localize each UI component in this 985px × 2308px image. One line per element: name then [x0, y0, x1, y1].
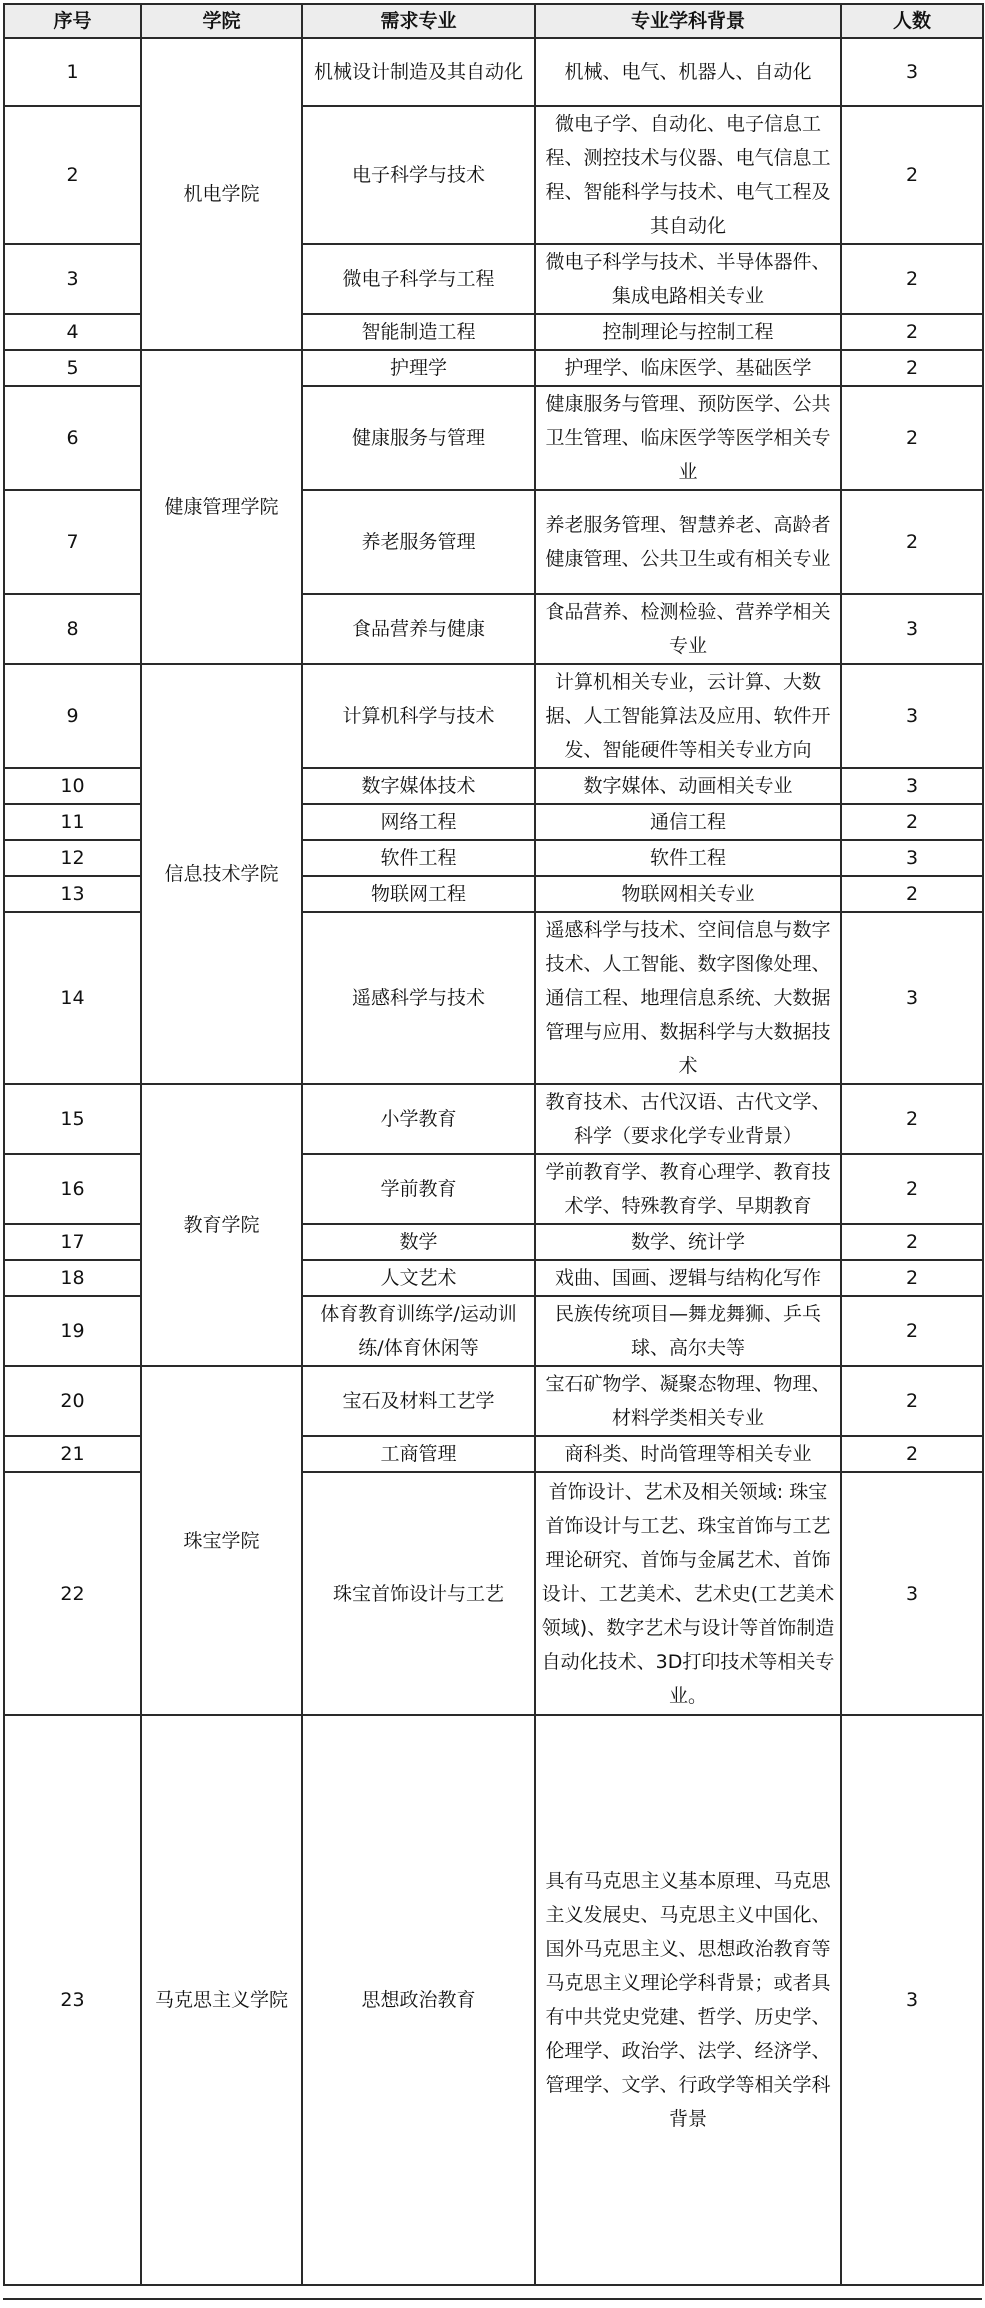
table-row	[4, 350, 983, 386]
cell-college: 信息技术学院	[141, 664, 302, 1084]
cell-major: 学前教育	[302, 1154, 535, 1224]
cell-major: 珠宝首饰设计与工艺	[302, 1472, 535, 1715]
cell-seq: 20	[4, 1366, 141, 1436]
cell-background: 软件工程	[535, 840, 841, 876]
cell-count: 2	[841, 314, 983, 350]
cell-seq: 12	[4, 840, 141, 876]
cell-count: 3	[841, 840, 983, 876]
cell-count: 2	[841, 1366, 983, 1436]
header-background: 专业学科背景	[535, 4, 841, 38]
cell-count: 2	[841, 106, 983, 244]
cell-major: 数学	[302, 1224, 535, 1260]
table-row	[4, 1366, 983, 1436]
cell-college: 珠宝学院	[141, 1366, 302, 1715]
cell-major: 思想政治教育	[302, 1715, 535, 2285]
cell-count: 2	[841, 350, 983, 386]
cell-major: 护理学	[302, 350, 535, 386]
cell-background: 戏曲、国画、逻辑与结构化写作	[535, 1260, 841, 1296]
cell-seq: 13	[4, 876, 141, 912]
cell-background: 物联网相关专业	[535, 876, 841, 912]
cell-count: 2	[841, 1224, 983, 1260]
cell-background: 健康服务与管理、预防医学、公共卫生管理、临床医学等医学相关专业	[535, 386, 841, 490]
cell-seq: 19	[4, 1296, 141, 1366]
header-college: 学院	[141, 4, 302, 38]
cell-major: 计算机科学与技术	[302, 664, 535, 768]
cell-major: 健康服务与管理	[302, 386, 535, 490]
cell-background: 数学、统计学	[535, 1224, 841, 1260]
table-row	[4, 1715, 983, 2285]
cell-seq: 11	[4, 804, 141, 840]
cell-seq: 10	[4, 768, 141, 804]
cell-count: 2	[841, 1436, 983, 1472]
cell-background: 首饰设计、艺术及相关领域: 珠宝首饰设计与工艺、珠宝首饰与工艺理论研究、首饰与金属艺术、首饰设计、工艺美术、艺术史(工艺美术领域)、数字艺术与设计等首饰制造自动化技术、3D打印技术等相关专业。	[535, 1472, 841, 1715]
table-body	[4, 38, 983, 2285]
cell-count: 3	[841, 768, 983, 804]
cell-seq: 8	[4, 594, 141, 664]
header-count: 人数	[841, 4, 983, 38]
cell-seq: 22	[4, 1472, 141, 1715]
cell-count: 2	[841, 1296, 983, 1366]
cell-major: 养老服务管理	[302, 490, 535, 594]
cell-seq: 4	[4, 314, 141, 350]
cell-major: 宝石及材料工艺学	[302, 1366, 535, 1436]
cell-seq: 3	[4, 244, 141, 314]
cell-background: 养老服务管理、智慧养老、高龄者健康管理、公共卫生或有相关专业	[535, 490, 841, 594]
cell-background: 民族传统项目—舞龙舞狮、乒乓球、高尔夫等	[535, 1296, 841, 1366]
cell-background: 遥感科学与技术、空间信息与数字技术、人工智能、数字图像处理、通信工程、地理信息系统、大数据管理与应用、数据科学与大数据技术	[535, 912, 841, 1084]
header-row	[4, 4, 983, 38]
cell-major: 电子科学与技术	[302, 106, 535, 244]
cell-major: 机械设计制造及其自动化	[302, 38, 535, 106]
cell-count: 3	[841, 1715, 983, 2285]
header-seq: 序号	[4, 4, 141, 38]
cell-count: 2	[841, 1260, 983, 1296]
cell-background: 商科类、时尚管理等相关专业	[535, 1436, 841, 1472]
cell-background: 计算机相关专业，云计算、大数据、人工智能算法及应用、软件开发、智能硬件等相关专业方向	[535, 664, 841, 768]
cell-count: 2	[841, 386, 983, 490]
cell-background: 食品营养、检测检验、营养学相关专业	[535, 594, 841, 664]
cell-count: 2	[841, 876, 983, 912]
table-bottom-rule	[3, 2298, 982, 2300]
cell-background: 微电子学、自动化、电子信息工程、测控技术与仪器、电气信息工程、智能科学与技术、电气工程及其自动化	[535, 106, 841, 244]
cell-seq: 6	[4, 386, 141, 490]
cell-college: 健康管理学院	[141, 350, 302, 664]
cell-background: 数字媒体、动画相关专业	[535, 768, 841, 804]
cell-seq: 7	[4, 490, 141, 594]
cell-count: 2	[841, 1154, 983, 1224]
table-row	[4, 1084, 983, 1154]
cell-major: 遥感科学与技术	[302, 912, 535, 1084]
cell-background: 学前教育学、教育心理学、教育技术学、特殊教育学、早期教育	[535, 1154, 841, 1224]
cell-seq: 23	[4, 1715, 141, 2285]
cell-college: 教育学院	[141, 1084, 302, 1366]
cell-seq: 9	[4, 664, 141, 768]
cell-count: 2	[841, 804, 983, 840]
cell-count: 2	[841, 490, 983, 594]
cell-count: 2	[841, 244, 983, 314]
cell-major: 微电子科学与工程	[302, 244, 535, 314]
cell-background: 宝石矿物学、凝聚态物理、物理、材料学类相关专业	[535, 1366, 841, 1436]
recruitment-table	[3, 3, 984, 2286]
cell-count: 3	[841, 594, 983, 664]
cell-major: 智能制造工程	[302, 314, 535, 350]
cell-count: 3	[841, 1472, 983, 1715]
cell-background: 具有马克思主义基本原理、马克思主义发展史、马克思主义中国化、国外马克思主义、思想政治教育等马克思主义理论学科背景；或者具有中共党史党建、哲学、历史学、伦理学、政治学、法学、经济学、管理学、文学、行政学等相关学科背景	[535, 1715, 841, 2285]
header-major: 需求专业	[302, 4, 535, 38]
cell-seq: 5	[4, 350, 141, 386]
cell-seq: 1	[4, 38, 141, 106]
cell-count: 3	[841, 664, 983, 768]
cell-major: 物联网工程	[302, 876, 535, 912]
cell-background: 控制理论与控制工程	[535, 314, 841, 350]
cell-seq: 21	[4, 1436, 141, 1472]
cell-major: 食品营养与健康	[302, 594, 535, 664]
cell-count: 3	[841, 38, 983, 106]
cell-seq: 17	[4, 1224, 141, 1260]
cell-college: 马克思主义学院	[141, 1715, 302, 2285]
cell-background: 护理学、临床医学、基础医学	[535, 350, 841, 386]
table-row	[4, 38, 983, 106]
cell-major: 软件工程	[302, 840, 535, 876]
cell-seq: 2	[4, 106, 141, 244]
cell-background: 通信工程	[535, 804, 841, 840]
cell-major: 数字媒体技术	[302, 768, 535, 804]
cell-major: 工商管理	[302, 1436, 535, 1472]
cell-major: 人文艺术	[302, 1260, 535, 1296]
cell-seq: 14	[4, 912, 141, 1084]
table-row	[4, 664, 983, 768]
cell-major: 小学教育	[302, 1084, 535, 1154]
cell-seq: 16	[4, 1154, 141, 1224]
cell-background: 教育技术、古代汉语、古代文学、科学（要求化学专业背景）	[535, 1084, 841, 1154]
cell-background: 微电子科学与技术、半导体器件、集成电路相关专业	[535, 244, 841, 314]
cell-background: 机械、电气、机器人、自动化	[535, 38, 841, 106]
cell-major: 体育教育训练学/运动训练/体育休闲等	[302, 1296, 535, 1366]
cell-college: 机电学院	[141, 38, 302, 350]
cell-major: 网络工程	[302, 804, 535, 840]
cell-seq: 18	[4, 1260, 141, 1296]
cell-count: 3	[841, 912, 983, 1084]
cell-seq: 15	[4, 1084, 141, 1154]
cell-count: 2	[841, 1084, 983, 1154]
